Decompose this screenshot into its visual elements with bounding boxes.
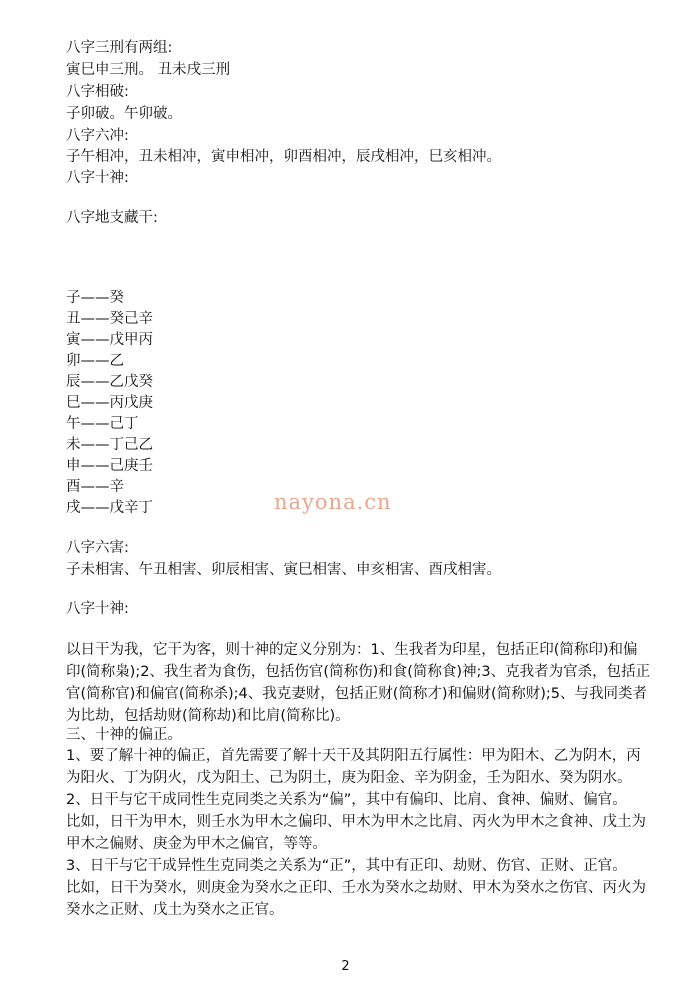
cang-gan-item: 辰——乙戊癸 <box>66 374 153 390</box>
heading-xiang-po: 八字相破: <box>66 84 129 100</box>
paragraph-line: 甲木之偏财、庚金为甲木之偏官，等等。 <box>66 836 327 852</box>
paragraph-line: 以日干为我，它干为客，则十神的定义分别为：1、生我者为印星，包括正印(简称印)和偏 <box>66 642 638 658</box>
cang-gan-item: 申——己庚壬 <box>66 458 153 474</box>
paragraph-line: 官(简称官)和偏官(简称杀);4、我克妻财，包括正财(简称才)和偏财(简称财);5、与我同类者 <box>66 686 647 702</box>
heading-liu-chong: 八字六冲: <box>66 128 129 144</box>
section-heading: 三、十神的偏正。 <box>66 727 182 743</box>
text-liu-chong: 子午相冲，丑未相冲，寅申相冲，卯酉相冲，辰戌相冲，巳亥相冲。 <box>66 149 501 165</box>
text-san-xing: 寅巳申三刑。 丑未戌三刑 <box>66 62 231 78</box>
paragraph-line: 癸水之正财、戊土为癸水之正官。 <box>66 902 284 918</box>
heading-san-xing: 八字三刑有两组: <box>66 40 173 56</box>
paragraph-line: 1、要了解十神的偏正，首先需要了解十天干及其阴阳五行属性：甲为阳木、乙为阴木，丙 <box>66 748 641 764</box>
paragraph-line: 印(简称枭);2、我生者为食伤，包括伤官(简称伤)和食(简称食)神;3、克我者为官杀，包括正 <box>66 664 651 680</box>
cang-gan-item: 酉——辛 <box>66 479 124 495</box>
paragraph-line: 为比劫，包括劫财(简称劫)和比肩(简称比)。 <box>66 708 350 724</box>
cang-gan-item: 戌——戊辛丁 <box>66 500 153 516</box>
text-xiang-po: 子卯破。午卯破。 <box>66 106 182 122</box>
text-liu-hai: 子未相害、午丑相害、卯辰相害、寅巳相害、申亥相害、酉戌相害。 <box>66 562 501 578</box>
cang-gan-item: 巳——丙戊庚 <box>66 395 153 411</box>
heading-cang-gan: 八字地支藏干: <box>66 210 158 226</box>
paragraph-line: 为阳火、丁为阴火，戊为阳土、己为阴土，庚为阳金、辛为阴金，壬为阳水、癸为阴水。 <box>66 770 632 786</box>
heading-liu-hai: 八字六害: <box>66 540 129 556</box>
paragraph-line: 2、日干与它干成同性生克同类之关系为“偏”，其中有偏印、比肩、食神、偏财、偏官。 <box>66 792 627 808</box>
cang-gan-item: 未——丁己乙 <box>66 437 153 453</box>
heading-shi-shen-2: 八字十神: <box>66 601 129 617</box>
paragraph-line: 比如，日干为甲木，则壬水为甲木之偏印、甲木为甲木之比肩、丙火为甲木之食神、戊土为 <box>66 814 646 830</box>
cang-gan-item: 午——己丁 <box>66 416 139 432</box>
paragraph-line: 比如，日干为癸水，则庚金为癸水之正印、壬水为癸水之劫财、甲木为癸水之伤官、丙火为 <box>66 880 646 896</box>
cang-gan-item: 子——癸 <box>66 290 124 306</box>
cang-gan-item: 丑——癸己辛 <box>66 311 153 327</box>
heading-shi-shen-1: 八字十神: <box>66 170 129 186</box>
paragraph-line: 3、日干与它干成异性生克同类之关系为“正”，其中有正印、劫财、伤官、正财、正官。 <box>66 858 627 874</box>
cang-gan-item: 卯——乙 <box>66 353 124 369</box>
watermark: nayona.cn <box>274 490 392 514</box>
page-number: 2 <box>341 959 350 974</box>
cang-gan-item: 寅——戊甲丙 <box>66 332 153 348</box>
